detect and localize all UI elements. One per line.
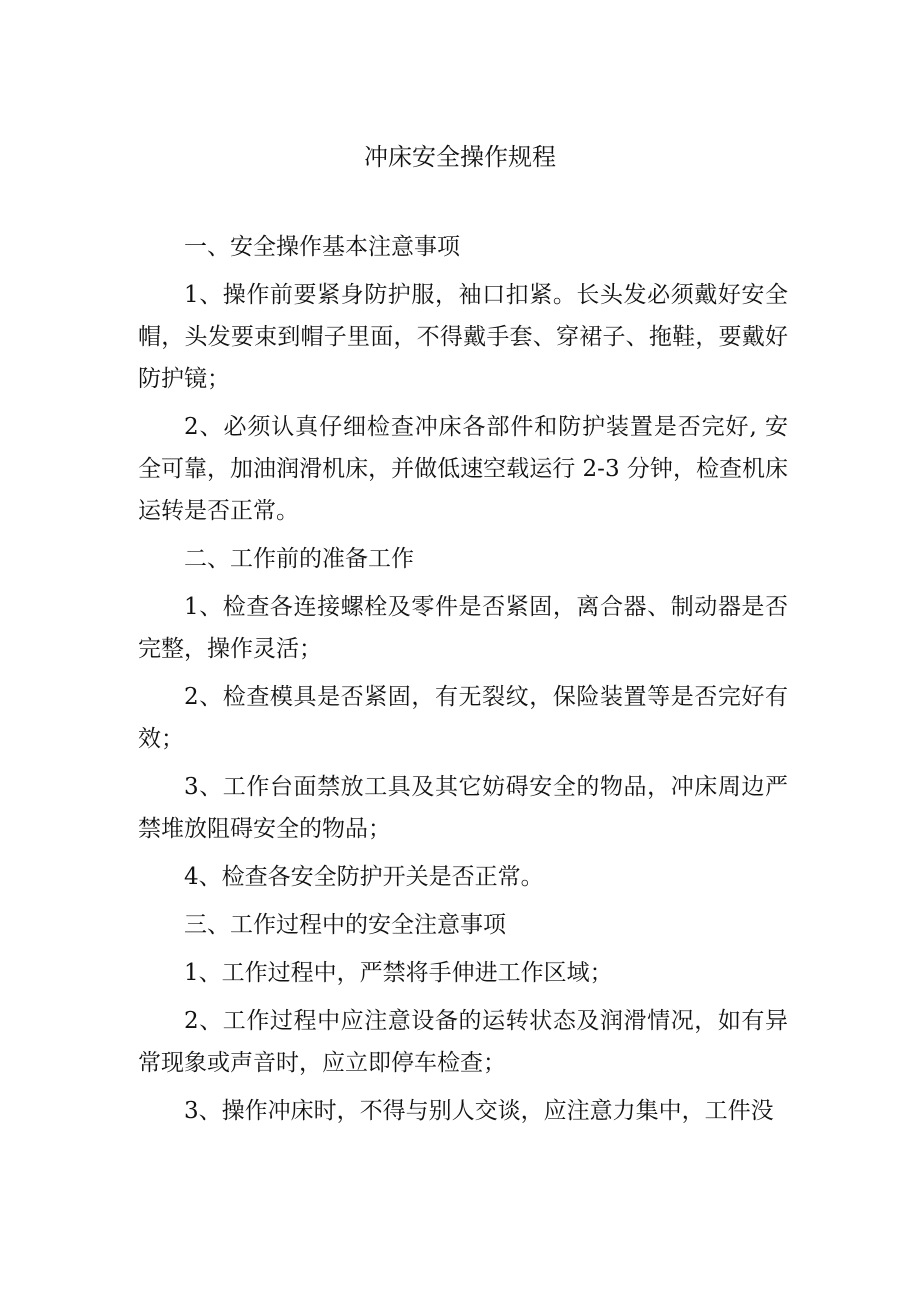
paragraph: 2、工作过程中应注意设备的运转状态及润滑情况，如有异常现象或声音时，应立即停车检查； [138,1008,788,1076]
section-heading-1: 一、安全操作基本注意事项 [184,234,460,260]
paragraph: 3、工作台面禁放工具及其它妨碍安全的物品，冲床周边严禁堆放阻碍安全的物品； [138,774,788,842]
paragraph: 4、检查各安全防护开关是否正常。 [184,864,544,890]
paragraph: 3、操作冲床时，不得与别人交谈，应注意力集中，工件没 [184,1098,774,1124]
section-heading-2: 二、工作前的准备工作 [184,546,414,572]
paragraph: 1、检查各连接螺栓及零件是否紧固，离合器、制动器是否完整，操作灵活； [138,594,788,662]
paragraph: 1、工作过程中，严禁将手伸进工作区域； [184,960,613,986]
document-title: 冲床安全操作规程 [364,143,556,171]
document-body [138,226,788,1138]
paragraph: 2、检查模具是否紧固，有无裂纹，保险装置等是否完好有效； [138,684,788,752]
paragraph: 1、操作前要紧身防护服，袖口扣紧。长头发必须戴好安全帽，头发要束到帽子里面，不得戴手套、穿裙子、拖鞋，要戴好防护镜； [138,282,788,392]
paragraph: 2、必须认真仔细检查冲床各部件和防护装置是否完好, 安全可靠，加油润滑机床，并做低速空载运行 2-3 分钟，检查机床运转是否正常。 [138,414,788,524]
section-heading-3: 三、工作过程中的安全注意事项 [184,912,506,938]
